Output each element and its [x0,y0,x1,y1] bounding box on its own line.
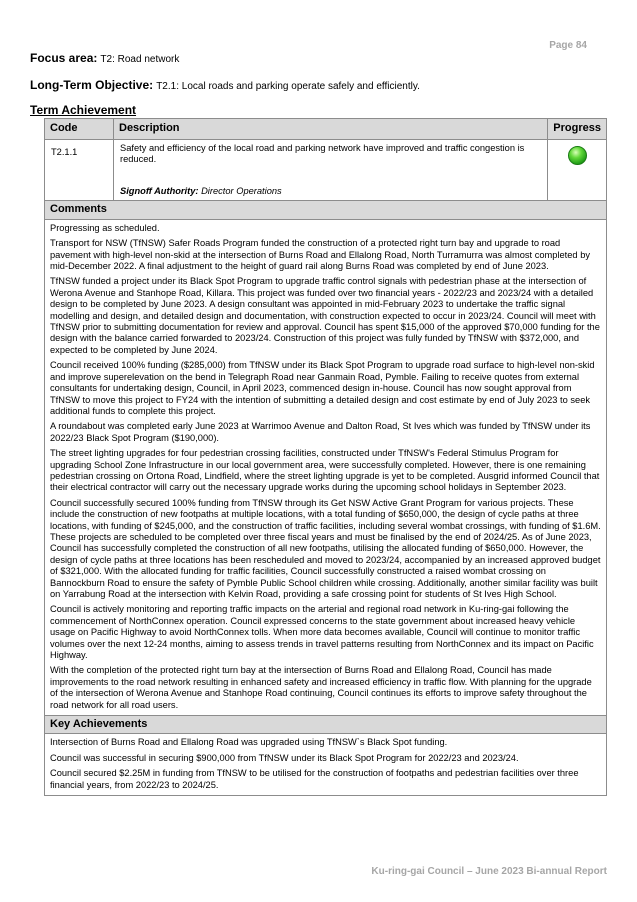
signoff-value: Director Operations [201,186,282,196]
table-header-row [45,119,607,140]
comment-paragraph: Council received 100% funding ($285,000) from TfNSW under its Black Spot Program to upgrade road surface to high-level non-skid and improve superelevation on the bend in Telegraph Road near Ganmain Road, Pymble. Failing to receive quotes from external consultants for undertaking design, Council, in April 2023, commenced design in-house. Council has now sought approval from TfNSW to move this project to FY24 with the intention of submitting a detailed design and cost estimate by end of July 2023 to seek additional funds to complete this project. [50,360,595,416]
row-code: T2.1.1 [45,140,114,201]
header-description: Description [114,119,548,140]
comments-row [45,219,607,715]
comment-paragraph: The street lighting upgrades for four pedestrian crossing facilities, constructed under TfNSW's Federal Stimulus Program for upgrading School Zone Infrastructure in our local government area, were successfully completed. However, there is one remaining pedestrian crossing on Ortona Road, Lindfield, where the street lighting upgrade is yet to be completed. Ausgrid informed Council that their electrical contractor will carry out the necessary upgrade works during the upcoming school holidays in September 2023. [50,448,600,493]
table-row [45,140,607,201]
objective-label: Long-Term Objective: [30,78,154,92]
achievement-table [44,118,607,796]
achievement-item: Council was successful in securing $900,000 from TfNSW under its Black Spot Program for 2022/23 and 2023/24. [50,752,519,763]
row-progress [548,140,607,201]
focus-area-value: T2: Road network [100,54,180,65]
long-term-objective [30,78,420,92]
comments-title: Comments [45,201,607,219]
comment-paragraph: Transport for NSW (TfNSW) Safer Roads Program funded the construction of a protected right turn bay and upgrade to road pavement with high-level non-skid at the intersection of Burns Road and Ellalong Road, North Turramurra was almost completed by mid-December 2022. A final adjustment to the height of guard rail along Burns Road was completed by end of June 2023. [50,238,591,272]
key-achievements-title: Key Achievements [45,716,607,734]
page-number: Page 84 [549,40,587,51]
objective-value: T2.1: Local roads and parking operate safely and efficiently. [156,81,420,92]
achievements-header-row [45,716,607,734]
achievements-row [45,734,607,796]
comment-paragraph: Progressing as scheduled. [50,222,160,233]
achievements-body [45,734,607,796]
row-description-cell [114,140,548,201]
signoff-authority [120,186,541,197]
comment-paragraph: With the completion of the protected right turn bay at the intersection of Burns Road and Ellalong Road, Council has made improvements to the road network resulting in enhanced safety and increased efficiency in traffic flow. With planning for the upgrade of the intersection of Werona Avenue and Stanhope Road continuing, Council continues its efforts to improve safety throughout the road network for all road users. [50,665,592,710]
header-progress: Progress [548,119,607,140]
comment-paragraph: Council successfully secured 100% funding from TfNSW through its Get NSW Active Grant Program for various projects. These include the construction of new footpaths at multiple locations, with a total funding of $650,000, the design of cycle paths at three locations, with funding of $245,000, and the construction of traffic facilities, including several wombat crossings, with funding of $1.6M. These projects are scheduled to be completed over three fiscal years and must be finalised by the end of 2024/25. As of June 2023, Council has successfully completed the construction of all new footpaths, utilising the allocated funding of $650,000. However, the design of cycle paths at three locations has been rescheduled and moved to 2023/24, accompanied by an increased approved budget of $321,000. With the allocated funding for traffic facilities, Council successfully constructed a raised wombat crossing on Bannockburn Road to ensure the safety of Pymble Public School children while crossing. Additionally, another similar facility was built on Yarrabung Road at the intersection with Kelvin Road, providing a safe crossing point for students of St Ives High School. [50,497,601,599]
comment-paragraph: TfNSW funded a project under its Black Spot Program to upgrade traffic control signals with pedestrian phase at the intersection of Werona Avenue and Stanhope Road, Killara. This project was funded over two financial years - 2022/23 and 2023/24 with a detailed design to be completed by June 2023. A design consultant was appointed in mid-February 2023 to undertake the traffic signal modelling and design, and detailed design and documentation, with construction expected to occur in 2023/24. Council will meet with TfNSW prior to submitting documentation for review and approval. Council has spent $15,000 of the approved $70,000 funding for the design with the balance carried forwarded to 2023/24. Construction of this project was fully funded by TfNSW with $372,000, and expected to be completed by June 2024. [50,276,600,355]
focus-area-label: Focus area: [30,51,98,65]
achievement-item: Intersection of Burns Road and Ellalong Road was upgraded using TfNSW`s Black Spot funding. [50,737,448,748]
footer-report-title: Ku-ring-gai Council – June 2023 Bi-annual Report [371,866,607,877]
header-code: Code [45,119,114,140]
row-description: Safety and efficiency of the local road and parking network have improved and traffic congestion is reduced. [120,143,525,165]
comment-paragraph: Council is actively monitoring and reporting traffic impacts on the arterial and regional road network in Ku-ring-gai following the commencement of NorthConnex operation. Council expressed concerns to the state government about increased heavy vehicle usage on Pacific Highway to avoid NorthConnex tolls. When more data becomes available, Council will continue to monitor traffic volumes over the next 12-24 months, aiming to assess trends in travel patterns resulting from NorthConnex and its impact on Pacific Highway. [50,604,594,661]
achievement-item: Council secured $2.25M in funding from TfNSW to be utilised for the construction of footpaths and pedestrian facilities over three financial years, from 2022/23 to 2024/25. [50,768,579,790]
signoff-label: Signoff Authority: [120,186,199,196]
term-achievement-title: Term Achievement [30,103,137,117]
comments-body [45,219,607,715]
comment-paragraph: A roundabout was completed early June 2023 at Warrimoo Avenue and Dalton Road, St Ives which was funded by TfNSW under its 2022/23 Black Spot Program ($190,000). [50,421,591,443]
focus-area [30,51,179,65]
comments-header-row [45,201,607,219]
progress-status-icon [568,146,587,165]
